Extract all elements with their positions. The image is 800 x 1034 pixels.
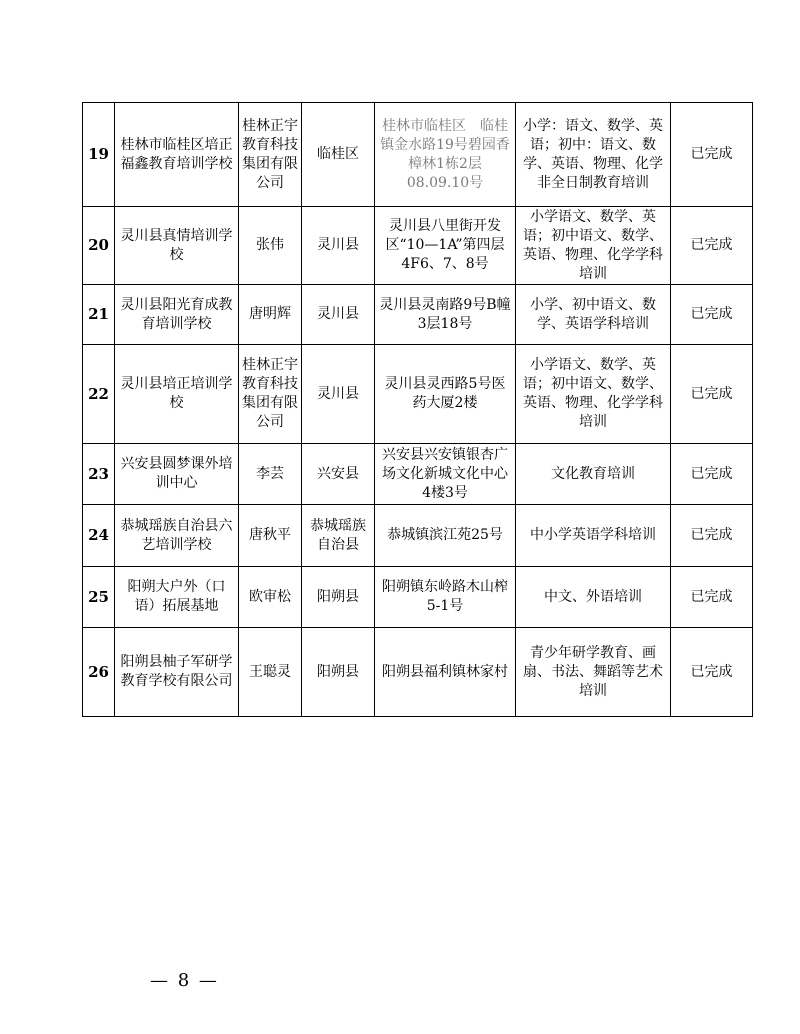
page-number: — 8 — bbox=[150, 970, 219, 991]
school-name: 恭城瑶族自治县六艺培训学校 bbox=[115, 505, 239, 567]
table-row bbox=[83, 285, 753, 345]
scope: 青少年研学教育、画扇、书法、舞蹈等艺术培训 bbox=[516, 628, 671, 717]
scope: 小学：语文、数学、英语；初中：语文、数学、英语、物理、化学非全日制教育培训 bbox=[516, 103, 671, 207]
school-name: 阳朔县柚子军研学教育学校有限公司 bbox=[115, 628, 239, 717]
table-row bbox=[83, 628, 753, 717]
schools-table bbox=[82, 102, 753, 717]
status: 已完成 bbox=[671, 628, 753, 717]
address: 灵川县灵西路5号医药大厦2楼 bbox=[375, 345, 516, 444]
school-name: 阳朔大户外（口语）拓展基地 bbox=[115, 567, 239, 628]
holder: 唐秋平 bbox=[239, 505, 302, 567]
area: 阳朔县 bbox=[302, 628, 375, 717]
address: 灵川县八里街开发区“10—1A”第四层4F6、7、8号 bbox=[375, 207, 516, 285]
holder: 王聪灵 bbox=[239, 628, 302, 717]
table-row bbox=[83, 345, 753, 444]
area: 阳朔县 bbox=[302, 567, 375, 628]
scope: 小学、初中语文、数学、英语学科培训 bbox=[516, 285, 671, 345]
table-row bbox=[83, 207, 753, 285]
holder: 桂林正宇教育科技集团有限公司 bbox=[239, 345, 302, 444]
table-row bbox=[83, 444, 753, 505]
holder: 欧审松 bbox=[239, 567, 302, 628]
area: 兴安县 bbox=[302, 444, 375, 505]
row-number: 23 bbox=[83, 444, 115, 505]
area: 灵川县 bbox=[302, 207, 375, 285]
address: 阳朔镇东岭路木山榨5-1号 bbox=[375, 567, 516, 628]
school-name: 桂林市临桂区培正福鑫教育培训学校 bbox=[115, 103, 239, 207]
row-number: 26 bbox=[83, 628, 115, 717]
row-number: 20 bbox=[83, 207, 115, 285]
row-number: 24 bbox=[83, 505, 115, 567]
status: 已完成 bbox=[671, 505, 753, 567]
school-name: 灵川县阳光育成教育培训学校 bbox=[115, 285, 239, 345]
area: 临桂区 bbox=[302, 103, 375, 207]
table-row bbox=[83, 103, 753, 207]
school-name: 灵川县真情培训学校 bbox=[115, 207, 239, 285]
address: 灵川县灵南路9号B幢3层18号 bbox=[375, 285, 516, 345]
school-name: 灵川县培正培训学校 bbox=[115, 345, 239, 444]
school-name: 兴安县圆梦课外培训中心 bbox=[115, 444, 239, 505]
address: 阳朔县福利镇林家村 bbox=[375, 628, 516, 717]
area: 灵川县 bbox=[302, 285, 375, 345]
table-row bbox=[83, 505, 753, 567]
status: 已完成 bbox=[671, 567, 753, 628]
table-row bbox=[83, 567, 753, 628]
holder: 桂林正宇教育科技集团有限公司 bbox=[239, 103, 302, 207]
scope: 小学语文、数学、英语；初中语文、数学、英语、物理、化学学科培训 bbox=[516, 207, 671, 285]
status: 已完成 bbox=[671, 103, 753, 207]
address: 恭城镇滨江苑25号 bbox=[375, 505, 516, 567]
row-number: 19 bbox=[83, 103, 115, 207]
row-number: 25 bbox=[83, 567, 115, 628]
row-number: 21 bbox=[83, 285, 115, 345]
address: 桂林市临桂区 临桂镇金水路19号碧园香樟林1栋2层08.09.10号 bbox=[375, 103, 516, 207]
scope: 中小学英语学科培训 bbox=[516, 505, 671, 567]
area: 灵川县 bbox=[302, 345, 375, 444]
scope: 文化教育培训 bbox=[516, 444, 671, 505]
status: 已完成 bbox=[671, 444, 753, 505]
area: 恭城瑶族自治县 bbox=[302, 505, 375, 567]
scope: 小学语文、数学、英语；初中语文、数学、英语、物理、化学学科培训 bbox=[516, 345, 671, 444]
scope: 中文、外语培训 bbox=[516, 567, 671, 628]
status: 已完成 bbox=[671, 345, 753, 444]
holder: 李芸 bbox=[239, 444, 302, 505]
row-number: 22 bbox=[83, 345, 115, 444]
status: 已完成 bbox=[671, 285, 753, 345]
address: 兴安县兴安镇银杏广场文化新城文化中心4楼3号 bbox=[375, 444, 516, 505]
holder: 唐明辉 bbox=[239, 285, 302, 345]
holder: 张伟 bbox=[239, 207, 302, 285]
status: 已完成 bbox=[671, 207, 753, 285]
